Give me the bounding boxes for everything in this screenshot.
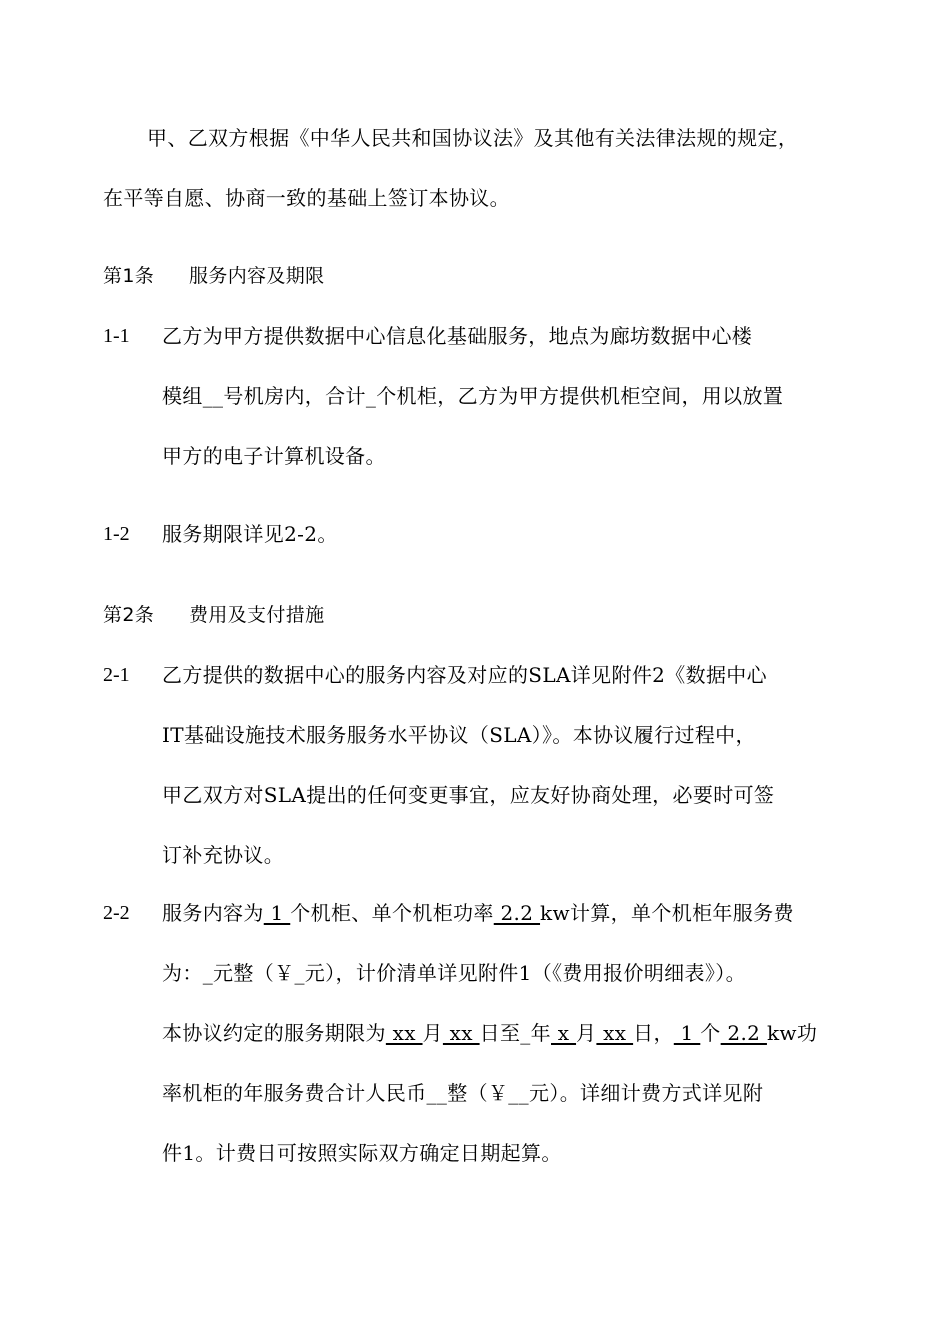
article-1-title: 服务内容及期限: [189, 265, 325, 287]
clause-2-2-line-1: [162, 899, 794, 927]
cabinet-power-value: 2.2: [720, 1021, 767, 1045]
article-1-heading: [103, 262, 325, 290]
article-2-number: 第2条: [103, 604, 155, 626]
clause-2-2-text: 月: [422, 1021, 443, 1045]
clause-2-2-number: 2-2: [103, 902, 130, 924]
intro-line-2: 在平等自愿、协商一致的基础上签订本协议。: [103, 186, 510, 210]
clause-1-1-line-2: 模组__号机房内，合计_个机柜，乙方为甲方提供机柜空间，用以放置: [162, 384, 784, 408]
clause-1-1-line-1: 乙方为甲方提供数据中心信息化基础服务，地点为廊坊数据中心楼: [162, 324, 753, 348]
clause-2-2-line-5: 件1。计费日可按照实际双方确定日期起算。: [162, 1141, 562, 1165]
clause-1-1-line-3: 甲方的电子计算机设备。: [162, 444, 386, 468]
end-day-value: xx: [596, 1021, 634, 1045]
clause-2-2-text: 日，: [633, 1021, 674, 1045]
clause-2-2-line-2: 为：_元整（￥_元），计价清单详见附件1（《费用报价明细表》）。: [162, 961, 746, 985]
clause-2-2-text: 本协议约定的服务期限为: [162, 1021, 386, 1045]
cabinet-count-value: 1: [263, 901, 291, 925]
clause-2-1-line-2: IT基础设施技术服务服务水平协议（SLA）》。本协议履行过程中，: [162, 723, 756, 747]
clause-2-2-line-4: 率机柜的年服务费合计人民币__整（￥__元）。详细计费方式详见附: [162, 1081, 764, 1105]
clause-2-2-text: 日至_年: [479, 1021, 551, 1045]
clause-2-1-line-1: 乙方提供的数据中心的服务内容及对应的SLA详见附件2《数据中心: [162, 663, 767, 687]
article-2-heading: [103, 601, 325, 629]
clause-1-2-line-1: 服务期限详见2-2。: [162, 522, 338, 546]
article-1-number: 第1条: [103, 265, 155, 287]
cabinet-count-value: 1: [673, 1021, 701, 1045]
clause-1-1-number: 1-1: [103, 325, 130, 347]
clause-2-2-text: 服务内容为: [162, 901, 264, 925]
clause-1-2-number: 1-2: [103, 523, 130, 545]
cabinet-power-value: 2.2: [493, 901, 541, 925]
clause-2-1-line-4: 订补充协议。: [162, 843, 285, 867]
end-month-value: x: [551, 1021, 577, 1045]
clause-2-2-line-3: [162, 1019, 817, 1047]
start-day-value: xx: [442, 1021, 480, 1045]
clause-2-2-text: 月: [576, 1021, 597, 1045]
clause-2-2-text: 个: [700, 1021, 721, 1045]
clause-2-1-number: 2-1: [103, 664, 130, 686]
clause-2-2-text: kw计算，单个机柜年服务费: [540, 901, 794, 925]
start-month-value: xx: [385, 1021, 423, 1045]
clause-2-2-text: 个机柜、单个机柜功率: [290, 901, 494, 925]
intro-line-1: 甲、乙双方根据《中华人民共和国协议法》及其他有关法律法规的规定，: [147, 126, 799, 150]
article-2-title: 费用及支付措施: [189, 604, 325, 626]
clause-2-2-text: kw功: [766, 1021, 818, 1045]
clause-2-1-line-3: 甲乙双方对SLA提出的任何变更事宜，应友好协商处理，必要时可签: [162, 783, 775, 807]
